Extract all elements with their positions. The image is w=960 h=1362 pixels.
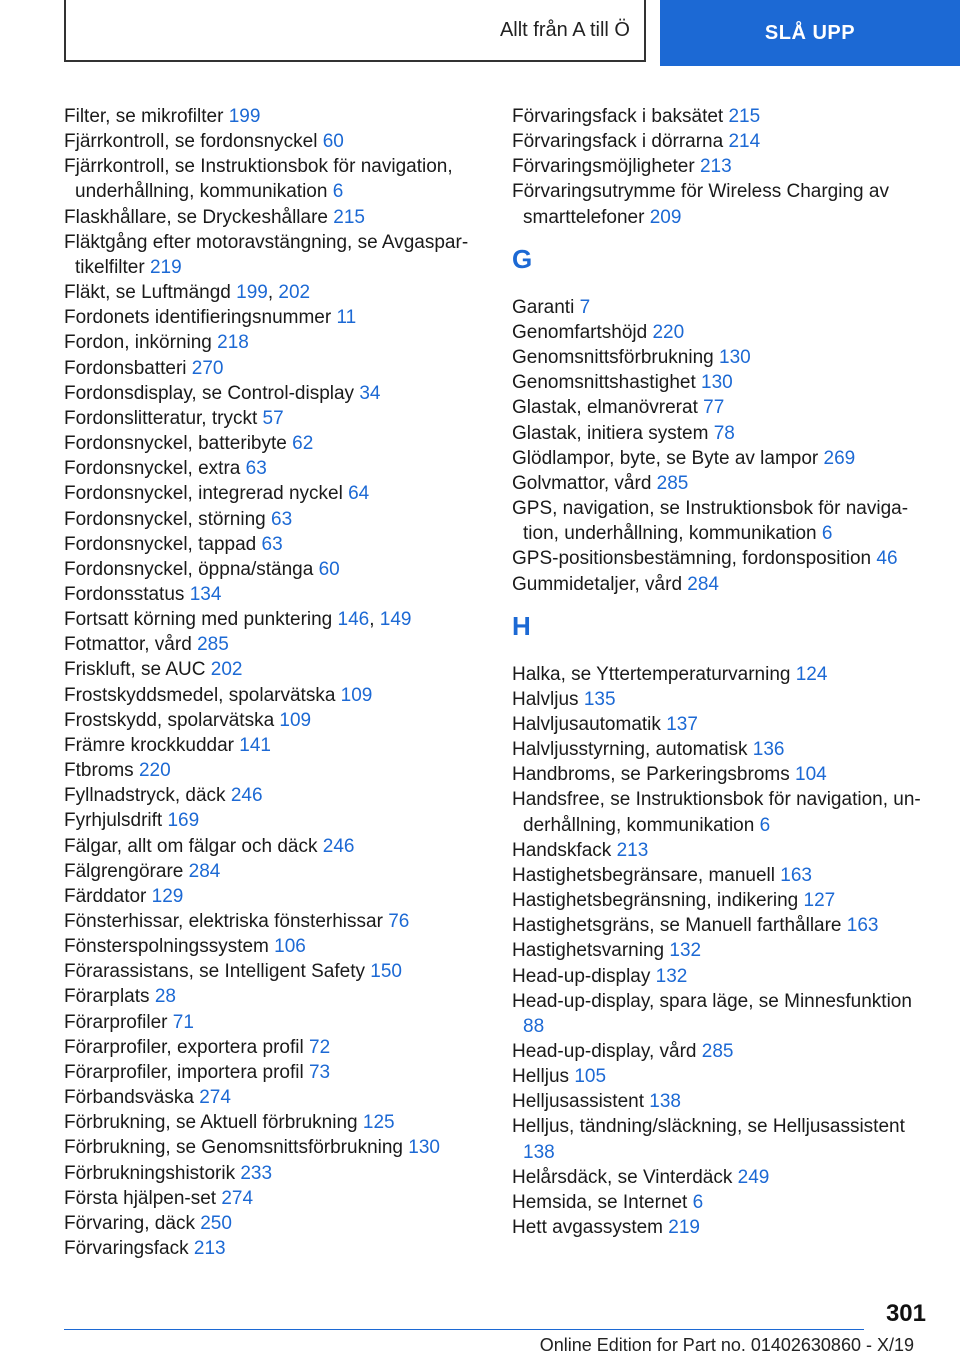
index-entry — [512, 104, 932, 129]
index-entry-text: Fordonsdisplay, se Control-display — [64, 382, 355, 404]
index-entry-text: Glastak, elmanövrerat — [512, 397, 698, 419]
index-entry-text: Fordonsbatteri — [64, 357, 187, 379]
index-entry — [512, 687, 932, 712]
page-reference-link[interactable]: 215 — [728, 106, 761, 127]
index-entry-text: Fjärrkontroll, se fordonsnyckel — [64, 131, 318, 153]
index-entry-text: Glödlampor, byte, se Byte av lampor — [512, 447, 819, 469]
page-reference-link[interactable]: 124 — [795, 663, 828, 685]
page-reference-link[interactable]: 250 — [200, 1212, 232, 1234]
page-reference-link[interactable]: 246 — [230, 785, 263, 807]
index-entry-text: Fönsterspolningssystem — [64, 936, 269, 958]
index-entry-text: Fotmattor, vård — [64, 634, 192, 656]
index-entry-text: Golvmattor, vård — [512, 472, 652, 494]
index-entry — [64, 1035, 484, 1060]
index-entry — [512, 1190, 932, 1215]
index-entry — [64, 1110, 484, 1135]
index-entry-text: Fläktgång efter motoravstängning, se Avgaspartikelfilter — [64, 231, 469, 278]
index-entry-text: Halvljusautomatik — [512, 713, 661, 735]
page-reference-link[interactable]: 249 — [737, 1166, 770, 1188]
top-navigation — [64, 0, 960, 66]
index-entry-text: Filter, se mikrofilter — [64, 106, 224, 127]
index-entry-text: Hastighetsvarning — [512, 940, 665, 962]
index-entry — [64, 381, 484, 406]
index-entry — [64, 1085, 484, 1110]
page-reference-link[interactable]: 220 — [652, 321, 685, 343]
index-entry — [64, 456, 484, 481]
index-entry-text: Förvaringsfack i dörrarna — [512, 131, 724, 153]
index-entry — [512, 421, 932, 446]
page-reference-link[interactable]: 63 — [261, 533, 283, 555]
page-reference-link[interactable]: 127 — [803, 890, 836, 912]
index-entry — [512, 179, 932, 229]
page-reference-link[interactable]: 73 — [308, 1061, 331, 1083]
index-entry-text: Fordonsstatus — [64, 583, 185, 605]
index-entry — [64, 1186, 484, 1211]
index-entry — [512, 345, 932, 370]
index-entry — [512, 496, 932, 546]
index-entry — [64, 507, 484, 532]
page-reference-link[interactable]: 285 — [197, 634, 229, 656]
index-entry-text: Fordonsnyckel, öppna/stänga — [64, 558, 314, 580]
index-column-left — [64, 104, 484, 1261]
footer-divider — [64, 1329, 864, 1330]
page-reference-link[interactable]: 284 — [188, 860, 221, 882]
index-entry-text: GPS, navigation, se Instruktionsbok för navigation, underhållning, kommunikation — [512, 498, 909, 545]
index-entry-text: Hemsida, se Internet — [512, 1191, 688, 1213]
section-letter: H — [512, 610, 531, 641]
index-entry — [512, 395, 932, 420]
page-reference-link[interactable]: 60 — [318, 558, 340, 580]
page-reference-link[interactable]: 150 — [370, 961, 402, 983]
page-reference-link[interactable]: 6 — [332, 181, 344, 203]
index-entry-text: Frostskyddsmedel, spolarvätska — [64, 684, 336, 706]
page-reference-link[interactable]: 285 — [656, 472, 689, 494]
page-reference-link[interactable]: 78 — [713, 422, 735, 444]
page-reference-link[interactable]: 132 — [655, 965, 688, 987]
page-reference-link[interactable]: 135 — [583, 688, 616, 710]
index-entry-text: GPS-positionsbestämning, fordonsposition — [512, 548, 872, 570]
page-reference-link[interactable]: 7 — [579, 296, 591, 318]
index-entry — [64, 884, 484, 909]
index-entry — [64, 205, 484, 230]
page-reference-link[interactable]: 214 — [728, 131, 761, 153]
index-entry — [64, 683, 484, 708]
page-reference-link[interactable]: 130 — [408, 1137, 440, 1159]
page-reference-link[interactable]: 141 — [239, 734, 271, 756]
index-entry — [64, 104, 484, 129]
page-reference-link[interactable]: 202 — [210, 659, 243, 681]
index-entry — [64, 431, 484, 456]
index-entry-text: Fönsterhissar, elektriska fönsterhissar — [64, 911, 383, 932]
page-reference-link[interactable]: 130 — [719, 347, 751, 369]
page-reference-link[interactable]: 62 — [292, 433, 314, 455]
index-entry — [512, 1165, 932, 1190]
index-entry — [64, 154, 484, 204]
index-entry — [64, 1211, 484, 1236]
index-entry — [512, 863, 932, 888]
page-reference-link[interactable]: 134 — [189, 583, 222, 605]
page-reference-link[interactable]: 129 — [151, 885, 184, 907]
page-reference-link[interactable]: 269 — [823, 447, 856, 469]
index-entry-text: Fläkt, se Luftmängd — [64, 282, 231, 304]
index-entry — [64, 959, 484, 984]
index-entry-text: Förvaring, däck — [64, 1212, 195, 1234]
page-reference-link[interactable]: 130 — [701, 372, 733, 394]
index-entry — [64, 808, 484, 833]
index-entry: Fortsatt körning med punktering 146, 149 — [64, 609, 412, 631]
index-entry — [64, 657, 484, 682]
index-entry — [512, 295, 932, 320]
index-entry-text: Förvaringsmöjligheter — [512, 156, 695, 178]
index-entry — [64, 356, 484, 381]
page-reference-link[interactable]: 169 — [167, 810, 200, 832]
index-entry — [512, 320, 932, 345]
page-reference-link[interactable]: 138 — [523, 1141, 555, 1163]
footer-edition: Online Edition for Part no. 01402630860 - X/19 — [539, 1335, 914, 1355]
page-reference-link[interactable]: 6 — [692, 1191, 704, 1213]
page-reference-link[interactable]: 77 — [703, 397, 725, 419]
page-reference-link[interactable]: 63 — [271, 508, 293, 530]
index-entry — [512, 446, 932, 471]
index-entry-text: Friskluft, se AUC — [64, 659, 206, 681]
page-reference-link[interactable]: 72 — [309, 1036, 331, 1058]
page-reference-link[interactable]: 138 — [649, 1091, 681, 1113]
page-reference-link[interactable]: 213 — [616, 839, 649, 861]
index-entry-text: Förvaringsfack — [64, 1238, 189, 1260]
index-entry-text: Förbrukning, se Aktuell förbrukning — [64, 1112, 358, 1134]
index-entry-text: Handbroms, se Parkeringsbroms — [512, 764, 790, 786]
index-entry-text: Gummidetaljer, vård — [512, 573, 683, 595]
index-entry-text: Förarassistans, se Intelligent Safety — [64, 961, 365, 983]
page-reference-link[interactable]: 109 — [340, 684, 373, 706]
index-entry-text: Fordonsnyckel, tappad — [64, 533, 257, 555]
page-reference-link[interactable]: 28 — [154, 986, 176, 1008]
index-entry — [64, 1135, 484, 1160]
index-entry-text: Fälgar, allt om fälgar och däck — [64, 835, 318, 857]
index-entry-text: Halvljusstyrning, automatisk — [512, 739, 748, 761]
tab-index-a-to-o[interactable]: Allt från A till Ö — [64, 0, 646, 62]
index-entry-text: Genomfartshöjd — [512, 321, 648, 343]
index-entry — [64, 582, 484, 607]
index-entry — [512, 572, 932, 597]
index-entry-text: Förarprofiler, exportera profil — [64, 1036, 304, 1058]
index-entry — [64, 532, 484, 557]
page-reference-link[interactable]: 64 — [348, 483, 370, 505]
index-entry-text: Förbandsväska — [64, 1087, 194, 1109]
page-reference-link[interactable]: 137 — [666, 713, 698, 735]
index-entry — [512, 762, 932, 787]
page-number: 301 — [885, 1300, 926, 1327]
page-reference-link[interactable]: 270 — [191, 357, 224, 379]
page-reference-link[interactable]: 136 — [752, 739, 785, 761]
page-reference-link[interactable]: 274 — [199, 1087, 231, 1109]
page-reference-link[interactable]: 213 — [699, 156, 732, 178]
index-entry-text: Fyrhjulsdrift — [64, 810, 163, 832]
index-entry-text: Frostskydd, spolarvätska — [64, 709, 275, 731]
index-entry — [64, 305, 484, 330]
index-entry — [512, 471, 932, 496]
page-reference-link[interactable]: 284 — [687, 573, 719, 595]
page-reference-link[interactable]: 71 — [172, 1011, 194, 1033]
tab-look-up[interactable]: SLÅ UPP — [660, 0, 960, 66]
index-entry — [64, 859, 484, 884]
index-entry — [512, 129, 932, 154]
index-entry-text: Helljusassistent — [512, 1091, 644, 1113]
page-reference-link[interactable]: 202 — [278, 282, 311, 304]
page-reference-link[interactable]: 6 — [759, 814, 771, 836]
index-entry — [64, 984, 484, 1009]
page-reference-link[interactable]: 34 — [359, 382, 381, 404]
page-reference-link[interactable]: 104 — [795, 764, 827, 786]
page-reference-link[interactable]: 215 — [333, 206, 365, 228]
index-entry — [64, 330, 484, 355]
index-entry-text: Fordonslitteratur, tryckt — [64, 407, 258, 429]
index-entry — [512, 154, 932, 179]
index-entry-text: Förarplats — [64, 986, 150, 1008]
index-entry — [512, 370, 932, 395]
section-letter: G — [512, 243, 533, 274]
index-entry-text: Handskfack — [512, 839, 612, 861]
index-entry-text: Halka, se Yttertemperaturvarning — [512, 663, 791, 685]
index-entry — [512, 712, 932, 737]
index-entry — [64, 758, 484, 783]
page-reference-link[interactable]: 219 — [668, 1217, 700, 1239]
index-entry — [64, 1236, 484, 1261]
index-entry — [512, 737, 932, 762]
index-entry-text: Främre krockkuddar — [64, 734, 234, 756]
index-entry-text: Halvljus — [512, 688, 579, 710]
page-reference-link[interactable]: 149 — [379, 609, 412, 631]
page-reference-link[interactable]: 125 — [362, 1112, 395, 1134]
index-entry-text: Färddator — [64, 885, 147, 907]
page-reference-link[interactable]: 57 — [262, 407, 284, 429]
page-reference-link[interactable]: 6 — [821, 523, 833, 545]
page-reference-link[interactable]: 218 — [217, 332, 249, 354]
index-entry — [64, 733, 484, 758]
index-entry-text: Förarprofiler, importera profil — [64, 1061, 304, 1083]
index-entry-text: Head-up-display — [512, 965, 651, 987]
index-entry-text: Hett avgassystem — [512, 1217, 663, 1239]
page-reference-link[interactable]: 109 — [279, 709, 312, 731]
index-entry-text: Garanti — [512, 296, 575, 318]
index-entry-text: Fordonsnyckel, integrerad nyckel — [64, 483, 343, 505]
index-entry — [512, 913, 932, 938]
index-entry: Fläkt, se Luftmängd 199, 202 — [64, 282, 311, 304]
index-entry — [64, 1060, 484, 1085]
page-reference-link[interactable]: 132 — [669, 940, 702, 962]
index-entry-text: Fyllnadstryck, däck — [64, 785, 226, 807]
index-entry-text: Hastighetsbegränsare, manuell — [512, 864, 775, 886]
index-entry-text: Fordonsnyckel, batteribyte — [64, 433, 287, 455]
index-entry-text: Fordonets identifieringsnummer — [64, 307, 332, 329]
index-entry — [512, 964, 932, 989]
index-entry-text: Fortsatt körning med punktering — [64, 609, 333, 631]
index-entry-text: Helljus — [512, 1066, 570, 1088]
index-entry-text: Förbrukning, se Genomsnittsförbrukning — [64, 1137, 403, 1159]
index-entry-text: Förbrukningshistorik — [64, 1162, 236, 1184]
index-entry-text: Flaskhållare, se Dryckeshållare — [64, 206, 328, 228]
page-reference-link[interactable]: 146 — [337, 609, 370, 631]
page-reference-link[interactable]: 60 — [322, 131, 344, 153]
index-entry — [512, 989, 932, 1039]
index-entry-text: Head-up-display, vård — [512, 1041, 697, 1062]
index-entry-text: Förvaringsfack i baksätet — [512, 106, 724, 127]
index-entry — [512, 888, 932, 913]
page-reference-link[interactable]: 11 — [336, 307, 357, 329]
index-entry-text: Handsfree, se Instruktionsbok för navigation, underhållning, kommunikation — [512, 789, 921, 836]
page-reference-link[interactable]: 246 — [322, 835, 355, 857]
index-entry — [512, 546, 932, 571]
index-entry-text: Helårsdäck, se Vinterdäck — [512, 1166, 733, 1188]
page-reference-link[interactable]: 163 — [780, 864, 812, 886]
index-entry-text: Fälgrengörare — [64, 860, 184, 882]
index-entry-text: Genomsnittshastighet — [512, 372, 696, 394]
index-entry — [512, 838, 932, 863]
index-entry — [512, 938, 932, 963]
page-reference-link[interactable]: 76 — [388, 911, 410, 932]
index-entry — [64, 557, 484, 582]
index-entry-text: Fjärrkontroll, se Instruktionsbok för navigation, underhållning, kommunikation — [64, 156, 453, 203]
page-reference-link[interactable]: 88 — [523, 1015, 545, 1037]
index-entry — [64, 783, 484, 808]
index-entry — [64, 934, 484, 959]
index-entry — [64, 230, 484, 280]
index-entry-text: Förvaringsutrymme för Wireless Charging av smarttelefoner — [512, 181, 889, 228]
index-entry — [512, 787, 932, 837]
index-entry-text: Hastighetsgräns, se Manuell farthållare — [512, 915, 842, 937]
index-entry-text: Fordon, inkörning — [64, 332, 212, 354]
index-entry-text: Första hjälpen-set — [64, 1187, 217, 1209]
index-entry — [64, 834, 484, 859]
page-reference-link[interactable]: 213 — [193, 1238, 226, 1260]
page-reference-link[interactable]: 63 — [245, 458, 267, 480]
index-entry — [64, 708, 484, 733]
index-entry-text: Förarprofiler — [64, 1011, 168, 1033]
page-reference-link[interactable]: 105 — [574, 1066, 607, 1088]
page-reference-link[interactable]: 106 — [274, 936, 306, 958]
page-reference-link[interactable]: 219 — [149, 256, 182, 278]
index-entry-text: Ftbroms — [64, 760, 134, 782]
index-entry — [64, 909, 484, 934]
index-entry-text: Fordonsnyckel, extra — [64, 458, 241, 480]
index-entry-text: Glastak, initiera system — [512, 422, 709, 444]
index-entry — [64, 406, 484, 431]
page-reference-link[interactable]: 199 — [228, 106, 261, 127]
page-reference-link[interactable]: 274 — [221, 1187, 254, 1209]
index-entry — [64, 1161, 484, 1186]
index-entry — [512, 1039, 932, 1064]
index-entry — [64, 1010, 484, 1035]
index-entry — [64, 129, 484, 154]
index-entry — [512, 662, 932, 687]
index-entry — [512, 1215, 932, 1240]
index-entry-text: Hastighetsbegränsning, indikering — [512, 890, 799, 912]
page-reference-link[interactable]: 285 — [701, 1041, 734, 1062]
page-reference-link[interactable]: 199 — [236, 282, 268, 304]
index-entry-text: Genomsnittsförbrukning — [512, 347, 714, 369]
index-entry-text: Fordonsnyckel, störning — [64, 508, 266, 530]
index-entry — [64, 481, 484, 506]
index-column-right — [512, 104, 932, 1240]
index-entry-text: Helljus, tändning/släckning, se Helljusassistent — [512, 1116, 905, 1138]
page-reference-link[interactable]: 233 — [240, 1162, 273, 1184]
index-entry-text: Head-up-display, spara läge, se Minnesfunktion — [512, 990, 912, 1012]
index-entry — [64, 632, 484, 657]
page-reference-link[interactable]: 220 — [138, 760, 171, 782]
page-reference-link[interactable]: 46 — [876, 548, 898, 570]
index-entry — [512, 1064, 932, 1089]
index-entry — [512, 1114, 932, 1164]
index-entry — [512, 1089, 932, 1114]
page-reference-link[interactable]: 163 — [846, 915, 879, 937]
page-reference-link[interactable]: 209 — [649, 206, 682, 228]
